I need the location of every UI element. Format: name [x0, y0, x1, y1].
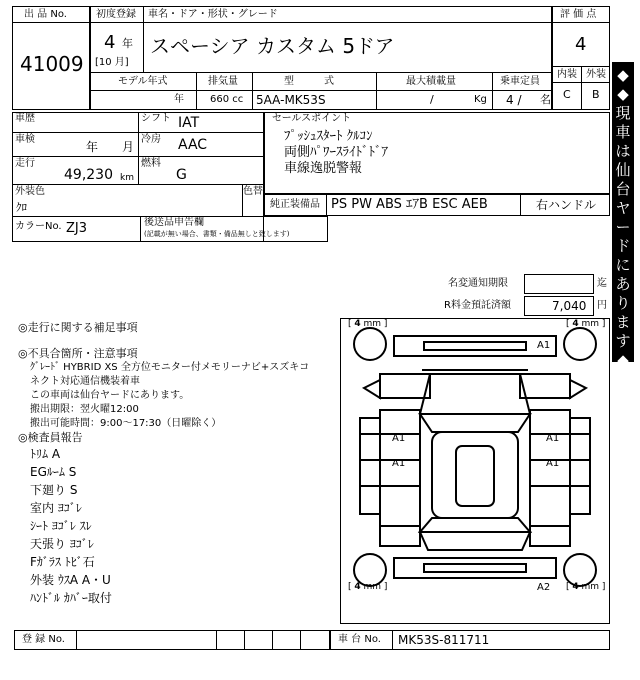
recycle-value: 7,040 [552, 299, 587, 313]
equipment-items: PS PW ABS ｴｱB ESC AEB [331, 197, 488, 212]
banner-char: ◆ [617, 85, 629, 103]
inspector-line-1: ﾄﾘﾑ A [30, 447, 61, 461]
banner-char: あ [615, 275, 631, 293]
defects-title: ◎不具合箇所・注意事項 [18, 347, 138, 360]
color-no-label: カラーNo. [15, 221, 62, 232]
color-value: ｸﾛ [16, 201, 27, 214]
hood [420, 374, 530, 414]
rear-window [420, 518, 530, 532]
aftermarket-label: 後送品申告欄 [144, 217, 204, 228]
max-load-unit: Kg [474, 94, 487, 105]
capacity-label: 乗車定員 [500, 76, 540, 87]
score-value: 4 [575, 34, 587, 55]
defect-line-5: 搬出可能時間：9:00～17:30（日曜除く） [30, 418, 222, 429]
mileage-value: 49,230 [64, 167, 113, 183]
defect-line-3: この車両は仙台ヤードにあります。 [30, 390, 190, 401]
sales-point-3: 車線逸脱警報 [284, 161, 363, 176]
lot-number: 41009 [20, 52, 84, 76]
shift-label: シフト [141, 113, 171, 124]
chassis-number: MK53S-811711 [398, 633, 490, 647]
damage-mark: A1 [392, 458, 406, 469]
car-diagram-svg [340, 318, 610, 624]
banner-char: ヤ [615, 199, 631, 217]
banner-char: に [615, 256, 631, 274]
damage-mark: A1 [546, 433, 560, 444]
inspector-line-6: 天張り ﾖｺﾞﾚ [30, 537, 94, 551]
tire-front-right [564, 328, 596, 360]
shift-value: IAT [178, 115, 200, 131]
inspector-line-7: Fｶﾞﾗｽ ﾄﾋﾞ石 [30, 555, 95, 569]
name-change-field [524, 274, 594, 294]
mileage-unit: km [120, 173, 134, 183]
recycle-label: R料金預託済額 [444, 300, 511, 311]
front-right-fender [520, 374, 570, 398]
score-label: 評 価 点 [560, 9, 597, 20]
max-load-label: 最大積載量 [406, 76, 456, 87]
model-year-label: モデル年式 [118, 76, 168, 87]
defect-line-4: 搬出期限：翌火曜12:00 [30, 404, 139, 415]
model-year-unit: 年 [174, 94, 184, 105]
inspector-line-2: EGﾙｰﾑ S [30, 465, 77, 479]
type-value: 5AA-MK53S [256, 93, 326, 107]
banner-char: 現 [615, 104, 631, 122]
displacement-value: 660 cc [210, 94, 244, 105]
defect-line-1: ｸﾞﾚｰﾄﾞ HYBRID XS 全方位モニター付メモリーナビ+スズキコ [30, 362, 310, 373]
damage-mark: A1 [537, 340, 551, 351]
inspection-label: 車検 [15, 134, 35, 145]
car-name-label: 車名・ドア・形状・グレード [148, 9, 278, 20]
exterior-label: 外装 [586, 69, 606, 80]
front-grille [424, 342, 526, 350]
fuel-label: 燃料 [141, 158, 161, 169]
name-change-unit: 迄 [597, 278, 607, 289]
max-load-value: / [430, 93, 434, 106]
banner-char: は [615, 142, 631, 160]
first-reg-label: 初度登録 [96, 9, 136, 20]
first-reg-month: [10 月] [95, 57, 129, 68]
banner-char: ま [615, 313, 631, 331]
banner-char: 仙 [615, 161, 631, 179]
sales-point-2: 両側ﾊﾟﾜｰｽﾗｲﾄﾞﾄﾞｱ [284, 145, 389, 160]
yard-banner [612, 62, 634, 388]
windshield [420, 414, 530, 432]
ac-label: 冷房 [141, 134, 161, 145]
registration-label: 登 録 No. [22, 634, 65, 645]
first-reg-year: 4 [104, 32, 116, 53]
exterior-grade: B [592, 88, 600, 101]
interior-label: 内装 [557, 69, 577, 80]
front-bumper [394, 336, 556, 356]
tire-depth-fl: [ 4 mm ] [348, 319, 388, 329]
tire-depth-rl: [ 4 mm ] [348, 582, 388, 592]
capacity-unit: 名 [540, 93, 551, 106]
damage-mark: A1 [392, 433, 406, 444]
inspector-line-3: 下廻り S [30, 483, 78, 497]
inspector-line-4: 室内 ﾖｺﾞﾚ [30, 501, 82, 515]
banner-char: ー [615, 218, 631, 236]
name-change-label: 名変通知期限 [448, 278, 508, 289]
first-reg-year-unit: 年 [122, 37, 133, 50]
banner-char: ◆ [617, 370, 629, 388]
history-label: 車歴 [15, 113, 35, 124]
color-change-label: 色替 [243, 186, 263, 197]
banner-char: す [615, 332, 631, 350]
tire-depth-rr: [ 4 mm ] [566, 582, 606, 592]
banner-char: ◆ [617, 66, 629, 84]
sales-label: セールスポイント [272, 113, 352, 124]
inspector-title: ◎検査員報告 [18, 431, 83, 444]
interior-grade: C [563, 88, 571, 101]
banner-char: 車 [615, 123, 631, 141]
displacement-label: 排気量 [208, 76, 238, 87]
equipment-label: 純正装備品 [270, 199, 320, 210]
inspector-line-8: 外装 ｳｽA A・U [30, 573, 111, 587]
chassis-label: 車 台 No. [338, 634, 381, 645]
sunroof-outline [456, 446, 494, 506]
inspector-line-5: ｼｰﾄ ﾖｺﾞﾚ ｽﾚ [30, 519, 92, 533]
rear-bumper [394, 558, 556, 578]
inspection-month: 月 [122, 140, 135, 154]
color-label: 外装色 [15, 186, 45, 197]
driving-remarks-title: ◎走行に関する補足事項 [18, 321, 138, 334]
handle-position: 右ハンドル [536, 198, 597, 212]
car-name: スペーシア カスタム 5ドア [150, 34, 395, 58]
inspection-year: 年 [86, 140, 99, 154]
type-label: 型 式 [284, 76, 334, 87]
tire-depth-fr: [ 4 mm ] [566, 319, 606, 329]
banner-char: り [615, 294, 631, 312]
aftermarket-note: (記載が無い場合、書類・備品無しと致します) [144, 230, 290, 238]
banner-char: ド [615, 237, 631, 255]
damage-mark: A2 [537, 582, 551, 593]
damage-mark: A1 [546, 458, 560, 469]
defect-line-2: ネクト対応通信機装着車 [30, 376, 140, 387]
fuel-value: G [176, 167, 187, 183]
sales-point-1: ﾌﾟｯｼｭｽﾀｰﾄ ｸﾙｺﾝ [284, 129, 373, 144]
front-left-fender [380, 374, 430, 398]
capacity-value: 4 / [506, 93, 522, 107]
ac-value: AAC [178, 137, 208, 153]
banner-char: ◆ [617, 351, 629, 369]
rear-panel [424, 564, 526, 572]
color-no-value: ZJ3 [66, 221, 88, 236]
mileage-label: 走行 [15, 158, 35, 169]
tire-front-left [354, 328, 386, 360]
tailgate [420, 532, 530, 550]
recycle-unit: 円 [597, 300, 607, 311]
lot-label: 出 品 No. [24, 9, 67, 20]
banner-char: 台 [615, 180, 631, 198]
inspector-line-9: ﾊﾝﾄﾞﾙ ｶﾊﾞｰ取付 [30, 591, 112, 605]
